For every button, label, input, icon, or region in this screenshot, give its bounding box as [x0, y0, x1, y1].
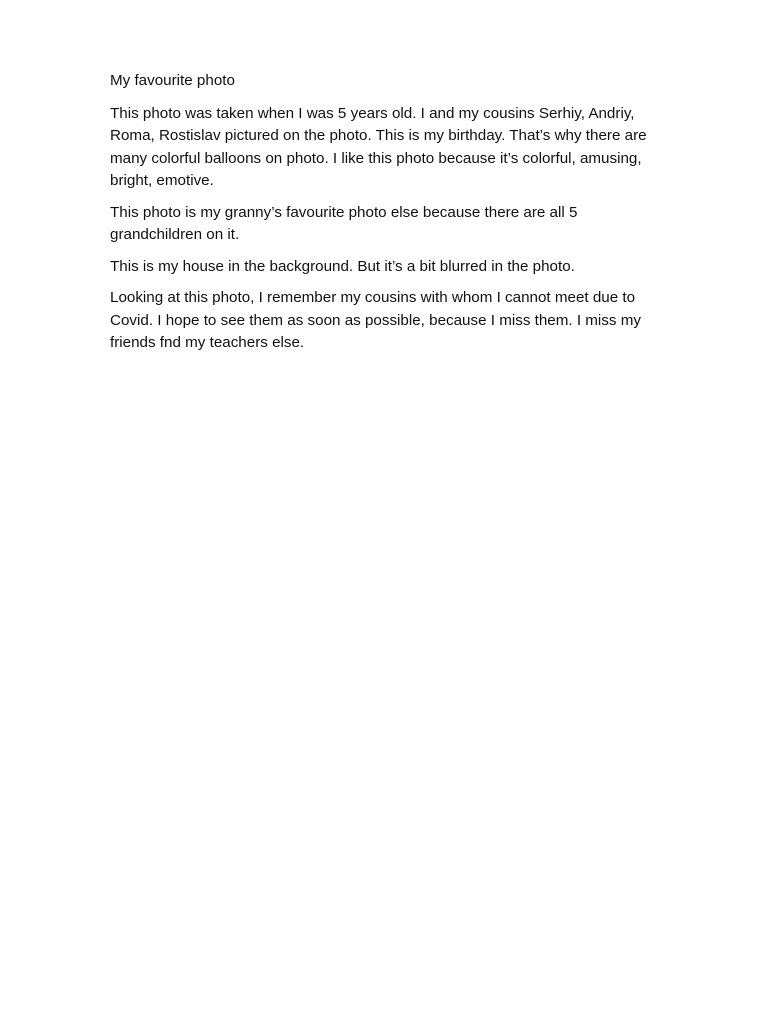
paragraph-2: This photo is my granny’s favourite photo else because there are all 5 grandchildren on it. [110, 203, 578, 243]
document-title: My favourite photo [110, 72, 235, 89]
paragraph-3: This is my house in the background. But it’s a bit blurred in the photo. [110, 257, 575, 275]
paragraph-1: This photo was taken when I was 5 years old. I and my cousins Serhiy, Andriy, Roma, Rostislav pictured on the photo. This is my birthday. That’s why there are many colorful balloons on photo. I like this photo because it’s colorful, amusing, bright, emotive. [110, 104, 647, 189]
paragraph-4: Looking at this photo, I remember my cousins with whom I cannot meet due to Covid. I hope to see them as soon as possible, because I miss them. I miss my friends fnd my teachers else. [110, 289, 641, 351]
document-body [110, 70, 710, 364]
